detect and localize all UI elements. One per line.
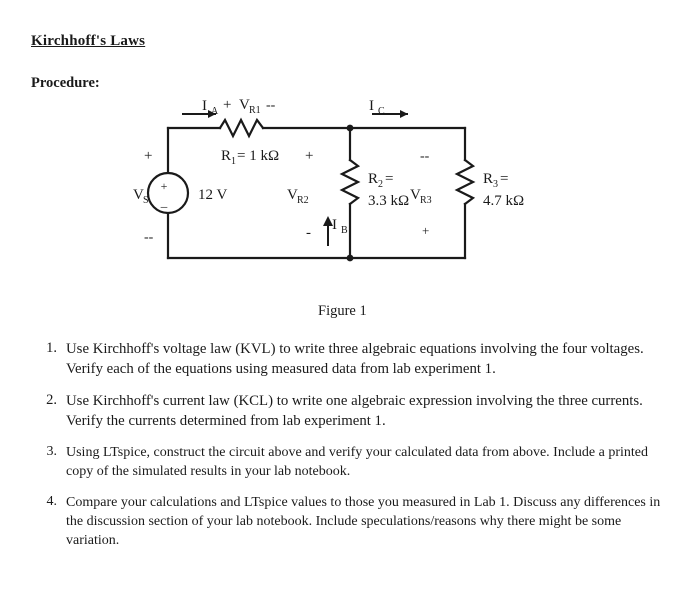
list-item [31, 444, 671, 481]
label-vr1-plus: + [223, 98, 232, 113]
label-r1: R [221, 148, 232, 164]
label-r3: R [483, 171, 494, 187]
list-item-text: Use Kirchhoff's voltage law (KVL) to write three algebraic equations involving the four voltages. Verify each of the equations using measured data from lab experiment 1. [66, 341, 644, 377]
node-dot-top-middle [347, 125, 354, 132]
label-r3-eq: = [500, 171, 509, 187]
label-source-minus: -- [144, 230, 154, 245]
list-item-text: Use Kirchhoff's current law (KCL) to write one algebraic expression involving the three currents. Verify the currents determined from lab experiment 1. [66, 393, 643, 429]
label-vr2: V [287, 187, 298, 203]
label-vr3: V [410, 187, 421, 203]
label-r2-value: 3.3 kΩ [368, 193, 410, 209]
list-item [31, 392, 671, 431]
label-vr2-minus: - [306, 225, 311, 241]
list-item [31, 494, 671, 550]
circuit-diagram-svg [120, 98, 550, 298]
label-vr2-sub: R2 [297, 195, 309, 206]
procedure-heading: Procedure: [31, 75, 100, 91]
label-r1-eq: = 1 kΩ [237, 148, 280, 164]
node-dot-bottom-middle [347, 255, 354, 262]
list-item-number: 3. [46, 444, 57, 460]
label-ic: I [369, 98, 374, 114]
list-item-number: 2. [46, 392, 57, 409]
list-item-text: Using LTspice, construct the circuit above and verify your calculated data from above. Include a printed copy of the simulated results in your lab notebook. [66, 445, 649, 479]
label-ia-sub: A [211, 106, 219, 117]
label-source-plus: + [144, 148, 153, 164]
figure-caption: Figure 1 [318, 303, 367, 319]
label-r1-sub: 1 [231, 156, 236, 167]
label-vr1: V [239, 98, 250, 113]
label-ib: I [332, 217, 337, 233]
label-ib-sub: B [341, 225, 348, 236]
label-r3-value: 4.7 kΩ [483, 193, 525, 209]
label-vr1-minus: -- [266, 98, 276, 113]
label-ia: I [202, 98, 207, 114]
list-item [31, 340, 671, 379]
label-source-symbol-plus: + [160, 179, 168, 193]
label-vr3-minus: -- [420, 149, 430, 164]
label-vr3-plus: + [422, 223, 430, 238]
page-title: Kirchhoff's Laws [31, 33, 146, 49]
label-r3-sub: 3 [493, 179, 498, 190]
label-vr3-sub: R3 [420, 195, 432, 206]
label-r2-eq: = [385, 171, 394, 187]
label-r2: R [368, 171, 379, 187]
label-vr1-sub: R1 [249, 105, 261, 116]
label-source-value: 12 V [198, 187, 228, 203]
label-ic-sub: C [378, 106, 385, 117]
circuit-figure [120, 98, 550, 298]
list-item-number: 1. [46, 340, 57, 356]
label-vs: V [133, 187, 144, 203]
list-item-number: 4. [46, 494, 57, 510]
voltage-source-symbol [148, 173, 188, 213]
label-source-symbol-minus: _ [160, 194, 168, 209]
label-r2-sub: 2 [378, 179, 383, 190]
label-vs-sub: S [143, 195, 149, 206]
list-item-text: Compare your calculations and LTspice values to those you measured in Lab 1. Discuss any differences in the discussion section of your lab notebook. Include speculations/reasons why there might be some variation. [66, 495, 661, 548]
procedure-list [31, 340, 671, 563]
label-vr2-plus: + [305, 148, 314, 164]
